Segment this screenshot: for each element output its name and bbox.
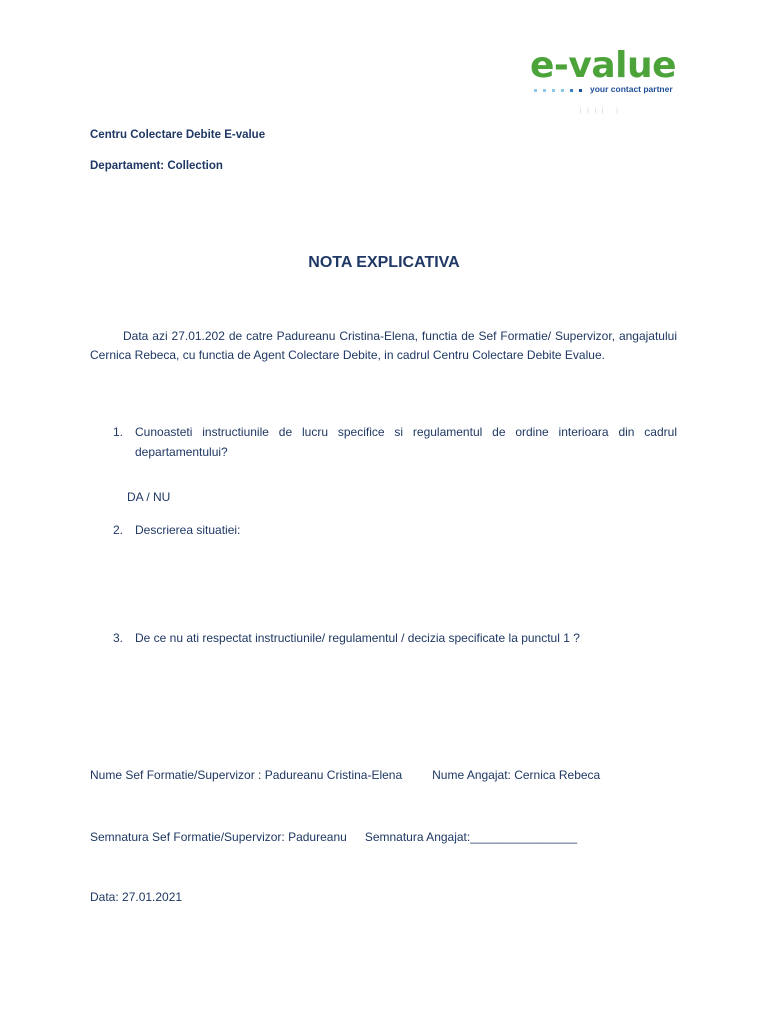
document-title: NOTA EXPLICATIVA [308,254,460,271]
question-text: De ce nu ati respectat instructiunile/ regulamentul / decizia specificate la punctul 1 ? [135,631,580,645]
document-date: Data: 27.01.2021 [90,890,183,904]
signatures-row [90,830,577,844]
company-logo [528,44,688,114]
supervisor-name: Nume Sef Formatie/Supervizor : Padureanu Cristina-Elena [90,768,403,782]
employee-name: Nume Angajat: Cernica Rebeca [432,768,601,782]
answer-options: DA / NU [127,490,171,504]
employee-signature: Semnatura Angajat:________________ [364,830,577,844]
question-text: Cunoasteti instructiunile de lucru specifice si regulamentul de ordine interioara din cadrul departamentului? [135,425,677,459]
question-text: Descrierea situatiei: [135,523,241,537]
center-name: Centru Colectare Debite E-value [90,129,266,141]
names-row [90,768,600,782]
logo-decoration: | | | | | [580,108,620,114]
question-1 [113,422,677,462]
logo-tagline: your contact partner [590,84,673,94]
question-number: 2. [113,523,124,537]
logo-dots-decoration [534,89,582,92]
intro-paragraph: Data azi 27.01.202 de catre Padureanu Cristina-Elena, functia de Sef Formatie/ Supervizor, angajatului Cernica Rebeca, cu functia de Agent Colectare Debite, in cadrul Centru Colectare Debite Evalue. [90,329,677,362]
question-number: 1. [113,425,124,439]
question-2 [113,520,677,540]
question-3 [113,628,677,648]
question-number: 3. [113,631,124,645]
department-name: Departament: Collection [90,160,223,172]
supervisor-signature: Semnatura Sef Formatie/Supervizor: Padureanu [90,830,347,844]
logo-wordmark: e-value [530,45,677,86]
